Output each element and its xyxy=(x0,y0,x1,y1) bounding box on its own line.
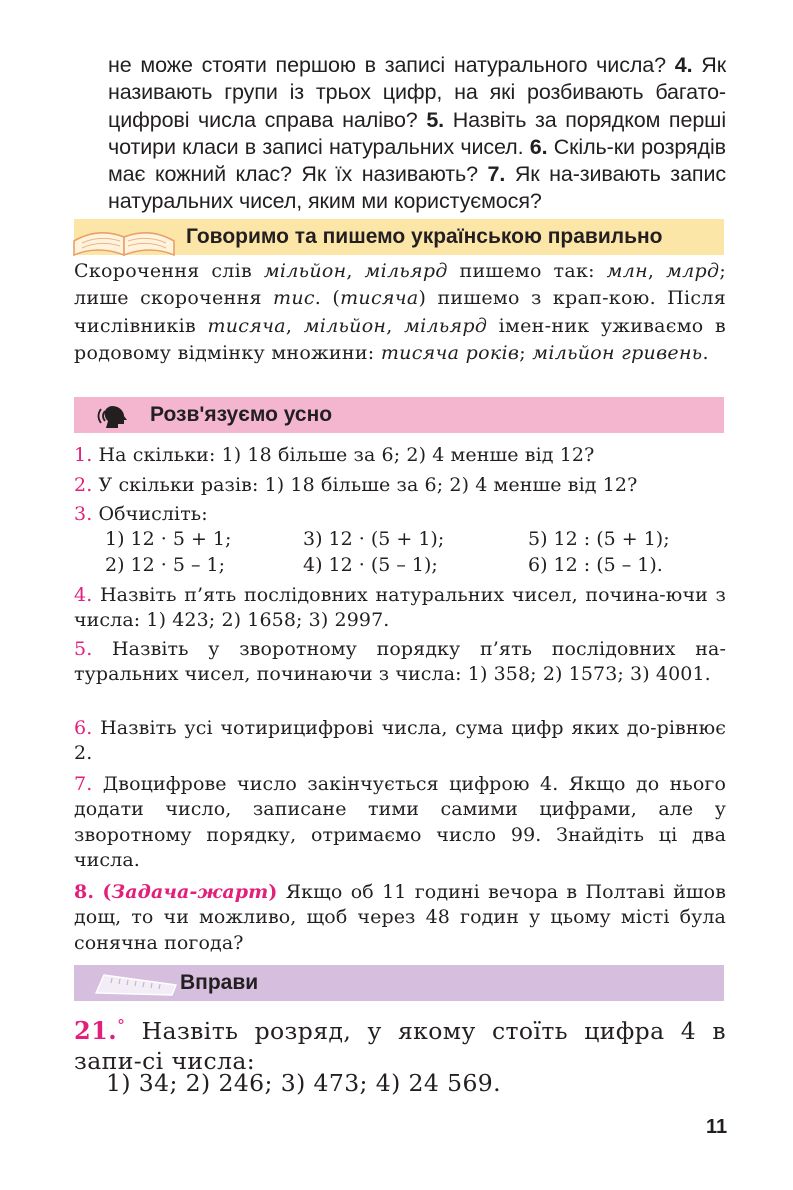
question-6-number: 6. xyxy=(529,134,548,159)
oral-item-1 xyxy=(74,443,726,468)
calc-4: 4) 12 · (5 – 1); xyxy=(303,554,438,576)
question-4-number: 4. xyxy=(674,53,693,77)
item-number: 8. xyxy=(74,881,95,903)
item-number: 1. xyxy=(74,444,93,466)
rule-italic: мільярд xyxy=(404,314,488,337)
rule-italic: тисяча xyxy=(340,287,419,310)
rule-italic: мільярд xyxy=(364,260,448,282)
exercise-21 xyxy=(74,1011,726,1076)
oral-item-2 xyxy=(74,473,726,498)
question-5-number: 5. xyxy=(426,107,445,132)
oral-section-header xyxy=(74,397,724,433)
language-section-header xyxy=(74,219,724,255)
exercises-section-title: Вправи xyxy=(180,971,259,994)
item-text: Якщо об 11 годині вечора в Полтаві йшов дощ, то чи можливо, щоб через 48 годин у цьому місті була сонячна погода? xyxy=(74,881,727,954)
calc-1: 1) 12 · 5 + 1; xyxy=(105,528,232,550)
rule-italic: млн xyxy=(606,260,648,282)
intro-text-4: Як називають групи із трьох цифр, на які розбивають багато-цифрові числа справа наліво? xyxy=(108,53,727,132)
open-book-icon xyxy=(70,215,180,257)
calc-2: 2) 12 · 5 – 1; xyxy=(105,554,225,576)
exercises-section-header xyxy=(74,965,724,1001)
oral-item-8 xyxy=(74,880,726,956)
speaking-head-icon xyxy=(96,403,132,429)
calc-6: 6) 12 : (5 – 1). xyxy=(528,554,663,576)
item-number: 7. xyxy=(74,773,93,795)
item-text: Двоцифрове число закінчується цифрою 4. Якщо до нього додати число, записане тими самими цифрами, але у зворотному порядку, отримаємо число 99. Знайдіть ці два числа. xyxy=(74,773,727,871)
rule-italic: тисяча років xyxy=(380,341,520,364)
oral-item-6 xyxy=(74,716,726,767)
intro-text-5: Назвіть за порядком перші чотири класи в записі натуральних чисел. xyxy=(108,107,727,159)
item-number: 5. xyxy=(74,638,93,660)
rule-text: ) пишемо з крап-кою. Після числівників xyxy=(74,287,726,337)
oral-item-3 xyxy=(74,502,726,527)
rule-text: , xyxy=(647,260,667,282)
exercise-text: Назвіть розряд, у якому стоїть цифра 4 в запи-сі числа: xyxy=(74,1017,726,1075)
rule-italic: мільйон xyxy=(303,314,387,337)
difficulty-mark: ° xyxy=(116,1016,126,1035)
joke-paren: ) xyxy=(268,881,278,903)
language-section-title: Говоримо та пишемо українською правильно xyxy=(186,225,663,248)
intro-text-6: Скіль-ки розрядів має кожний клас? Як їх називають? xyxy=(108,134,726,187)
rule-text: . xyxy=(702,341,709,364)
rule-text: Скорочення слів xyxy=(74,260,264,282)
rule-italic: мільйон xyxy=(263,260,347,282)
item-text: Обчисліть: xyxy=(98,503,208,525)
item-number: 2. xyxy=(74,474,93,496)
item-text: Назвіть у зворотному порядку п’ять послідовних на-туральних чисел, починаючи з числа: 1) 358; 2) 1573; 3) 4001. xyxy=(74,638,726,686)
joke-paren: ( xyxy=(102,881,112,903)
joke-label: Задача-жарт xyxy=(111,881,269,903)
rule-text: ; лише скорочення xyxy=(74,260,727,310)
intro-questions xyxy=(108,52,726,216)
exercise-21-answers: 1) 34; 2) 246; 3) 473; 4) 24 569. xyxy=(106,1069,502,1097)
rule-text: , xyxy=(285,314,304,337)
item-number: 3. xyxy=(74,503,93,525)
rule-text: . ( xyxy=(314,287,341,310)
item-number: 4. xyxy=(74,584,93,606)
oral-item-7 xyxy=(74,772,726,873)
calc-5: 5) 12 : (5 + 1); xyxy=(528,528,670,550)
rule-italic: тисяча xyxy=(207,314,286,337)
item-text: Назвіть п’ять послідовних натуральних чисел, почина-ючи з числа: 1) 423; 2) 1658; 3) 2997. xyxy=(74,584,727,632)
question-7-number: 7. xyxy=(487,162,506,187)
rule-text: пишемо так: xyxy=(447,260,607,282)
item-text: Назвіть усі чотирицифрові числа, сума цифр яких до-рівнює 2. xyxy=(74,717,727,765)
oral-section-title: Розв'язуємо усно xyxy=(150,403,333,426)
rule-italic: тис xyxy=(273,287,315,310)
rule-text: імен-ник уживаємо в родовому відмінку множини: xyxy=(74,314,726,364)
item-number: 6. xyxy=(74,717,93,739)
oral-item-5 xyxy=(74,637,726,688)
rule-italic: млрд xyxy=(666,260,720,282)
rule-text: , xyxy=(386,314,405,337)
language-rule-text xyxy=(74,258,726,367)
item-text: На скільки: 1) 18 більше за 6; 2) 4 менше від 12? xyxy=(98,444,595,466)
rule-text: ; xyxy=(519,341,533,364)
exercise-number: 21. xyxy=(74,1016,117,1045)
calc-3: 3) 12 · (5 + 1); xyxy=(303,528,445,550)
page-number: 11 xyxy=(706,1116,728,1138)
rule-text: , xyxy=(346,260,365,282)
intro-text-7: Як на-зивають запис натуральних чисел, яким ми користуємося? xyxy=(108,162,727,214)
item-text: У скільки разів: 1) 18 більше за 6; 2) 4 менше від 12? xyxy=(98,474,638,496)
intro-text-1: не може стояти першою в записі натурального числа? xyxy=(108,53,667,77)
ruler-icon xyxy=(92,969,182,999)
rule-italic: мільйон гривень xyxy=(532,341,703,364)
oral-item-4 xyxy=(74,583,726,634)
